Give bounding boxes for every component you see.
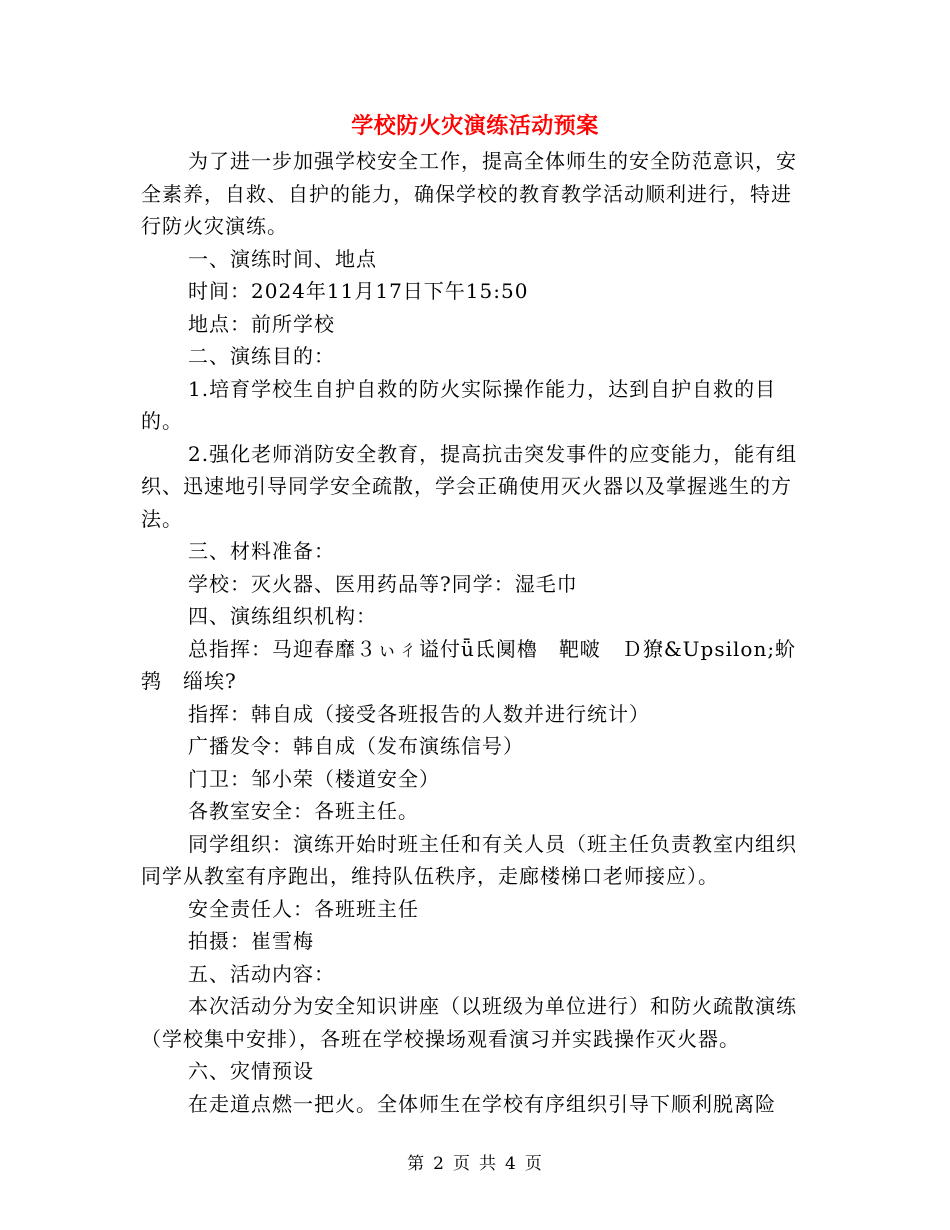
paragraph-director: 指挥：韩自成（接受各班报告的人数并进行统计） [188, 701, 650, 726]
paragraph-purpose-1: 1.培育学校生自护自救的防火实际操作能力，达到自护自救的目的。 [141, 376, 777, 433]
paragraph-materials: 学校：灭火器、医用药品等?同学：湿毛巾 [188, 571, 578, 596]
paragraph-time: 时间：2024年11月17日下午15:50 [188, 279, 529, 303]
paragraph-location: 地点：前所学校 [188, 311, 335, 336]
paragraph-classroom-safety: 各教室安全：各班主任。 [188, 799, 419, 823]
footer-prefix: 第 [407, 1154, 426, 1174]
footer-total-prefix: 共 [479, 1154, 497, 1174]
document-title: 学校防火灾演练活动预案 [351, 113, 599, 139]
paragraph-guard: 门卫：邹小荣（楼道安全） [188, 766, 440, 791]
paragraph-broadcast: 广播发令：韩自成（发布演练信号） [188, 734, 524, 758]
paragraph-scenario: 在走道点燃一把火。全体师生在学校有序组织引导下顺利脱离险 [188, 1091, 776, 1116]
paragraph-commander: 总指挥：马迎春靡３ぃㄔ谥付ǖ氐阒櫓 靶啵 Ｄ獠&Upsilon;蚧鹁 缁埃? [141, 636, 797, 693]
paragraph-purpose-2: 2.强化老师消防安全教育，提高抗击突发事件的应变能力，能有组织、迅速地引导同学安全疏散，学会正确使用灭火器以及掌握逃生的方法。 [141, 441, 798, 531]
document-body [141, 145, 801, 1120]
paragraph-activities: 本次活动分为安全知识讲座（以班级为单位进行）和防火疏散演练（学校集中安排），各班在学校操场观看演习并实践操作灭火器。 [141, 994, 797, 1051]
heading-materials: 三、材料准备： [188, 539, 335, 563]
heading-activities: 五、活动内容： [188, 961, 335, 986]
footer-suffix: 页 [524, 1154, 543, 1174]
heading-organization: 四、演练组织机构： [188, 604, 377, 628]
footer-page-total: 4 [505, 1154, 517, 1174]
footer-page-current: 2 [433, 1154, 445, 1174]
paragraph-safety-responsible: 安全责任人：各班班主任 [188, 896, 419, 921]
paragraph-intro: 为了进一步加强学校安全工作，提高全体师生的安全防范意识，安全素养，自救、自护的能力，确保学校的教育教学活动顺利进行，特进行防火灾演练。 [141, 149, 797, 238]
heading-purpose: 二、演练目的： [188, 344, 335, 368]
paragraph-photography: 拍摄：崔雪梅 [188, 929, 314, 953]
footer-mid: 页 [453, 1154, 471, 1174]
paragraph-student-organization: 同学组织：演练开始时班主任和有关人员（班主任负责教室内组织同学从教室有序跑出，维持队伍秩序，走廊楼梯口老师接应）。 [141, 831, 797, 888]
heading-time-location: 一、演练时间、地点 [188, 246, 377, 271]
page-footer [0, 1152, 950, 1176]
heading-scenario: 六、灾情预设 [188, 1059, 314, 1083]
